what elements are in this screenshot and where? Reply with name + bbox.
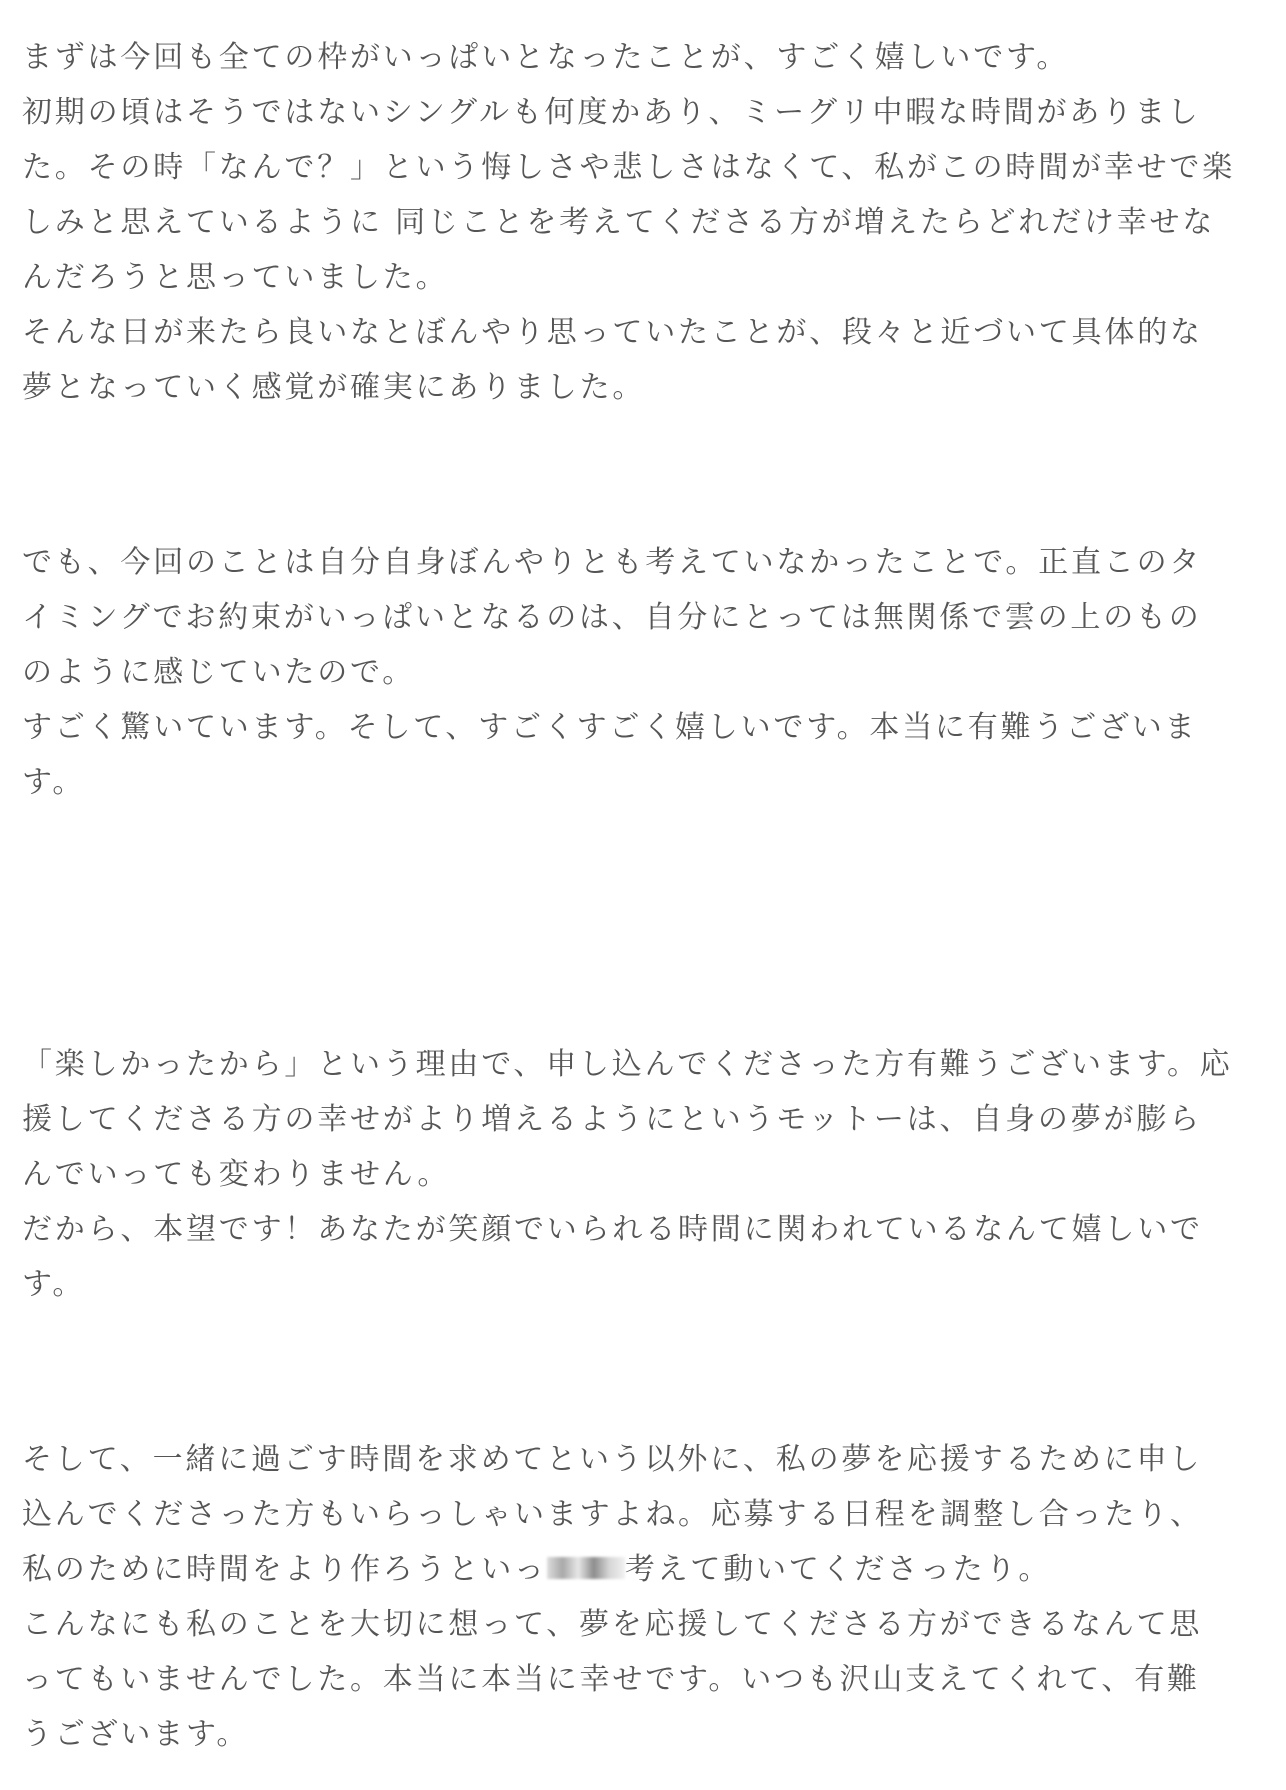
- text-line: でも、今回のことは自分自身ぼんやりとも考えていなかったことで。正直このタ: [22, 545, 1203, 580]
- text-line: 込んでくださった方もいらっしゃいますよね。応募する日程を調整し合ったり、: [22, 1497, 1203, 1532]
- paragraph-1: [22, 30, 1262, 415]
- text-line: ってもいませんでした。本当に本当に幸せです。いつも沢山支えてくれて、有難: [22, 1662, 1200, 1697]
- text-line: た。その時「なんで？」という悔しさや悲しさはなくて、私がこの時間が幸せで楽: [22, 150, 1235, 185]
- text-line: のように感じていたので。: [22, 655, 415, 690]
- text-line: しみと思えているように 同じことを考えてくださる方が増えたらどれだけ幸せな: [22, 205, 1216, 240]
- text-segment: 私のために時間をより作ろうといっ: [22, 1552, 547, 1587]
- text-line: イミングでお約束がいっぱいとなるのは、自分にとっては無関係で雲の上のもの: [22, 600, 1202, 635]
- text-segment: 考えて動いてくださったり。: [624, 1552, 1052, 1587]
- paragraph-2: [22, 535, 1262, 810]
- text-line: こんなにも私のことを大切に想って、夢を応援してくださる方ができるなんて思: [22, 1607, 1203, 1642]
- text-line: んだろうと思っていました。: [22, 260, 449, 295]
- text-line: うございます。: [22, 1717, 250, 1752]
- text-line: 夢となっていく感覚が確実にありました。: [22, 370, 646, 405]
- paragraph-spacer: [22, 810, 1262, 1037]
- text-line: す。: [22, 1267, 86, 1302]
- redaction-blur: [547, 1557, 625, 1579]
- text-line: す。: [22, 765, 86, 800]
- text-line: んでいっても変わりません。: [22, 1157, 451, 1192]
- text-line: だから、本望です！あなたが笑顔でいられる時間に関われているなんて嬉しいで: [22, 1212, 1203, 1247]
- blog-article: [22, 30, 1262, 1762]
- text-line: そんな日が来たら良いなとぼんやり思っていたことが、段々と近づいて具体的な: [22, 315, 1203, 350]
- text-line: まずは今回も全ての枠がいっぱいとなったことが、すごく嬉しいです。: [22, 40, 1070, 75]
- text-line: すごく驚いています。そして、すごくすごく嬉しいです。本当に有難うございま: [22, 710, 1198, 745]
- paragraph-spacer: [22, 415, 1262, 535]
- paragraph-3: [22, 1037, 1262, 1312]
- text-line-with-redaction: [22, 1542, 1262, 1597]
- text-line: 「楽しかったから」という理由で、申し込んでくださった方有難うございます。応: [22, 1047, 1233, 1082]
- paragraph-4: [22, 1432, 1262, 1762]
- text-line: 初期の頃はそうではないシングルも何度かあり、ミーグリ中暇な時間がありまし: [22, 95, 1201, 130]
- text-line: そして、一緒に過ごす時間を求めてという以外に、私の夢を応援するために申し: [22, 1442, 1203, 1477]
- text-line: 援してくださる方の幸せがより増えるようにというモットーは、自身の夢が膨ら: [22, 1102, 1202, 1137]
- paragraph-spacer: [22, 1312, 1262, 1432]
